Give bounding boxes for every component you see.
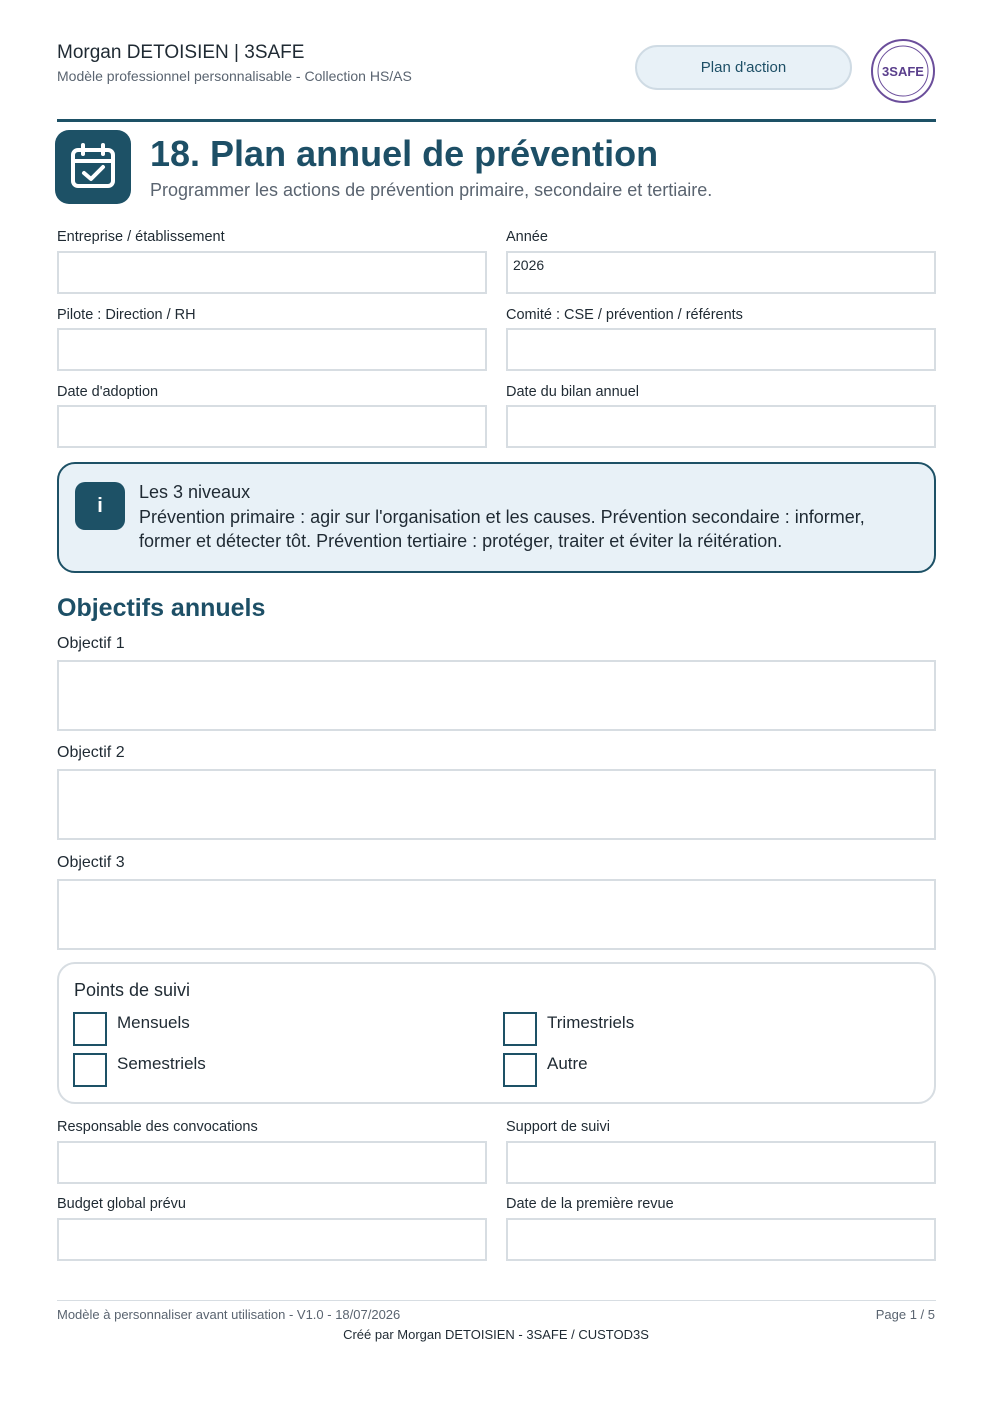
header-rule <box>57 119 936 122</box>
brand-subtitle: Modèle professionnel personnalisable - Collection HS/AS <box>57 68 412 84</box>
autre-checkbox[interactable] <box>503 1053 537 1087</box>
bilan-date-field[interactable] <box>506 405 936 448</box>
adoption-label: Date d'adoption <box>57 384 159 400</box>
adoption-value <box>59 407 485 415</box>
pilote-value <box>59 330 485 338</box>
support-label: Support de suivi <box>506 1119 610 1135</box>
footer-credit: Créé par Morgan DETOISIEN - 3SAFE / CUSTOD3S <box>343 1327 649 1342</box>
adoption-date-field[interactable] <box>57 405 487 448</box>
trimestriels-checkbox[interactable] <box>503 1012 537 1046</box>
info-icon: i <box>75 482 125 530</box>
annee-label: Année <box>506 229 548 245</box>
bilan-value <box>508 407 934 415</box>
trimestriels-label: Trimestriels <box>547 1013 635 1032</box>
suivi-title: Points de suivi <box>74 980 191 1000</box>
objective-3-label: Objectif 3 <box>57 854 125 871</box>
responsable-label: Responsable des convocations <box>57 1119 258 1135</box>
footer-version: Modèle à personnaliser avant utilisation - V1.0 - 18/07/2026 <box>57 1307 401 1322</box>
responsable-field[interactable] <box>57 1141 487 1184</box>
info-title: Les 3 niveaux <box>139 482 251 502</box>
support-field[interactable] <box>506 1141 936 1184</box>
page-number: Page 1 / 5 <box>875 1307 935 1322</box>
annee-value: 2026 <box>513 257 545 273</box>
revue-date-field[interactable] <box>506 1218 936 1261</box>
brand-name: Morgan DETOISIEN | 3SAFE <box>57 42 305 63</box>
objective-1-field[interactable] <box>57 660 936 731</box>
comite-label: Comité : CSE / prévention / référents <box>506 307 743 323</box>
objective-1-label: Objectif 1 <box>57 635 125 652</box>
revue-label: Date de la première revue <box>506 1196 674 1212</box>
entreprise-value <box>59 253 485 261</box>
entreprise-field[interactable] <box>57 251 487 294</box>
comite-field[interactable] <box>506 328 936 371</box>
bilan-label: Date du bilan annuel <box>506 384 640 400</box>
budget-label: Budget global prévu <box>57 1196 186 1212</box>
3safe-seal-logo <box>870 38 936 104</box>
objective-2-field[interactable] <box>57 769 936 840</box>
seal-text: 3SAFE <box>882 64 924 79</box>
comite-value <box>508 330 934 338</box>
annee-field[interactable] <box>506 251 936 294</box>
entreprise-label: Entreprise / établissement <box>57 229 225 245</box>
objective-2-label: Objectif 2 <box>57 744 125 761</box>
budget-field[interactable] <box>57 1218 487 1261</box>
page-title: 18. Plan annuel de prévention <box>150 133 659 174</box>
objectives-section-title: Objectifs annuels <box>57 594 266 622</box>
semestriels-label: Semestriels <box>117 1054 206 1073</box>
calendar-check-icon <box>55 130 131 204</box>
page-subtitle: Programmer les actions de prévention primaire, secondaire et tertiaire. <box>150 180 713 200</box>
autre-label: Autre <box>547 1054 588 1073</box>
footer-rule <box>57 1300 936 1301</box>
semestriels-checkbox[interactable] <box>73 1053 107 1087</box>
pilote-label: Pilote : Direction / RH <box>57 307 196 323</box>
info-text: Prévention primaire : agir sur l'organisation et les causes. Prévention secondaire : informer, former et détecter tôt. Prévention tertiaire : protéger, traiter et éviter la réitération. <box>139 507 865 551</box>
objective-3-field[interactable] <box>57 879 936 950</box>
pilote-field[interactable] <box>57 328 487 371</box>
mensuels-checkbox[interactable] <box>73 1012 107 1046</box>
plan-action-badge: Plan d'action <box>635 45 852 90</box>
mensuels-label: Mensuels <box>117 1013 190 1032</box>
